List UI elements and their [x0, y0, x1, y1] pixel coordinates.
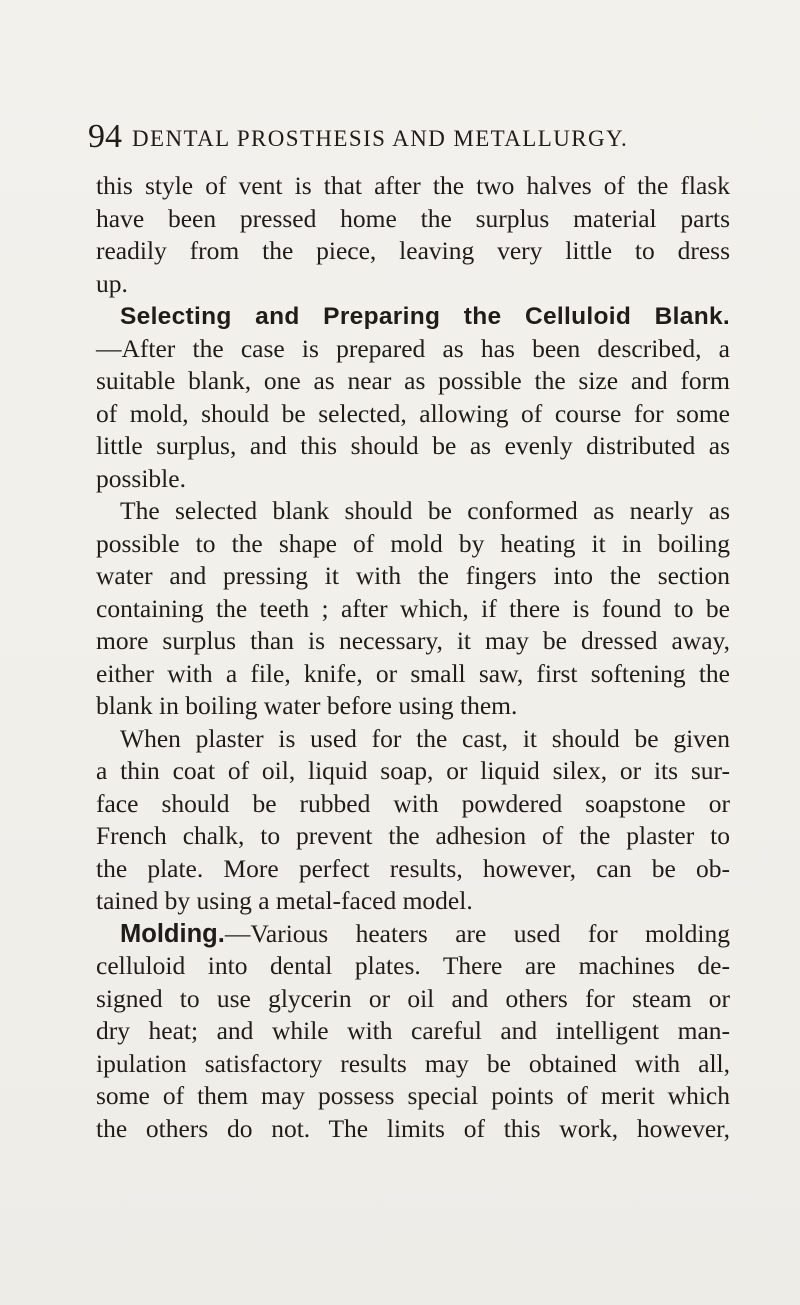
text-line: suitable blank, one as near as possible the size and form [96, 366, 730, 395]
text-line: of mold, should be selected, allowing of course for some [96, 398, 730, 428]
text-line: little surplus, and this should be as evenly distributed as [96, 431, 730, 460]
text-line: tained by using a metal-faced model. [96, 886, 473, 915]
text-line: either with a file, knife, or small saw, first softening the [96, 658, 730, 688]
text-line: a thin coat of oil, liquid soap, or liquid silex, or its sur- [96, 756, 730, 785]
page-number: 94 [88, 118, 122, 155]
text-line: blank in boiling water before using them. [96, 691, 518, 720]
page-header [88, 116, 728, 156]
section-heading-molding-line [96, 918, 730, 951]
text-line: —After the case is prepared as has been described, a [96, 333, 730, 363]
text-line: signed to use glycerin or oil and others for steam or [96, 983, 730, 1013]
text-line: When plaster is used for the cast, it should be given [120, 723, 730, 753]
text-line: celluloid into dental plates. There are machines de- [96, 951, 730, 980]
text-line: possible to the shape of mold by heating it in boiling [96, 528, 730, 558]
text-line: the others do not. The limits of this work, however, [96, 1113, 730, 1143]
text-line: more surplus than is necessary, it may be dressed away, [96, 626, 730, 655]
section-heading-molding: Molding. [120, 919, 225, 948]
text-line: The selected blank should be conformed as nearly as [120, 496, 730, 525]
text-line: face should be rubbed with powdered soapstone or [96, 788, 730, 818]
text-line: this style of vent is that after the two halves of the flask [96, 171, 730, 200]
text-line: up. [96, 268, 128, 298]
text-line: some of them may possess special points of merit which [96, 1081, 730, 1110]
text-line: have been pressed home the surplus material parts [96, 203, 730, 233]
text-line: containing the teeth ; after which, if there is found to be [96, 593, 730, 623]
text-line: possible. [96, 463, 186, 493]
text-line: the plate. More perfect results, however, can be ob- [96, 853, 730, 883]
text-line: French chalk, to prevent the adhesion of the plaster to [96, 821, 730, 850]
running-title: DENTAL PROSTHESIS AND METALLURGY. [132, 126, 629, 151]
text-line: dry heat; and while with careful and intelligent man- [96, 1016, 730, 1045]
text-line: water and pressing it with the fingers into the section [96, 561, 730, 590]
molding-line-text: —Various heaters are used for molding [224, 918, 730, 948]
body-text [96, 170, 730, 1145]
text-line: ipulation satisfactory results may be obtained with all, [96, 1048, 730, 1078]
text-line: readily from the piece, leaving very little to dress [96, 236, 730, 265]
section-heading-selecting [96, 300, 730, 333]
section-heading-text: Selecting and Preparing the Celluloid Blank. [120, 303, 730, 330]
